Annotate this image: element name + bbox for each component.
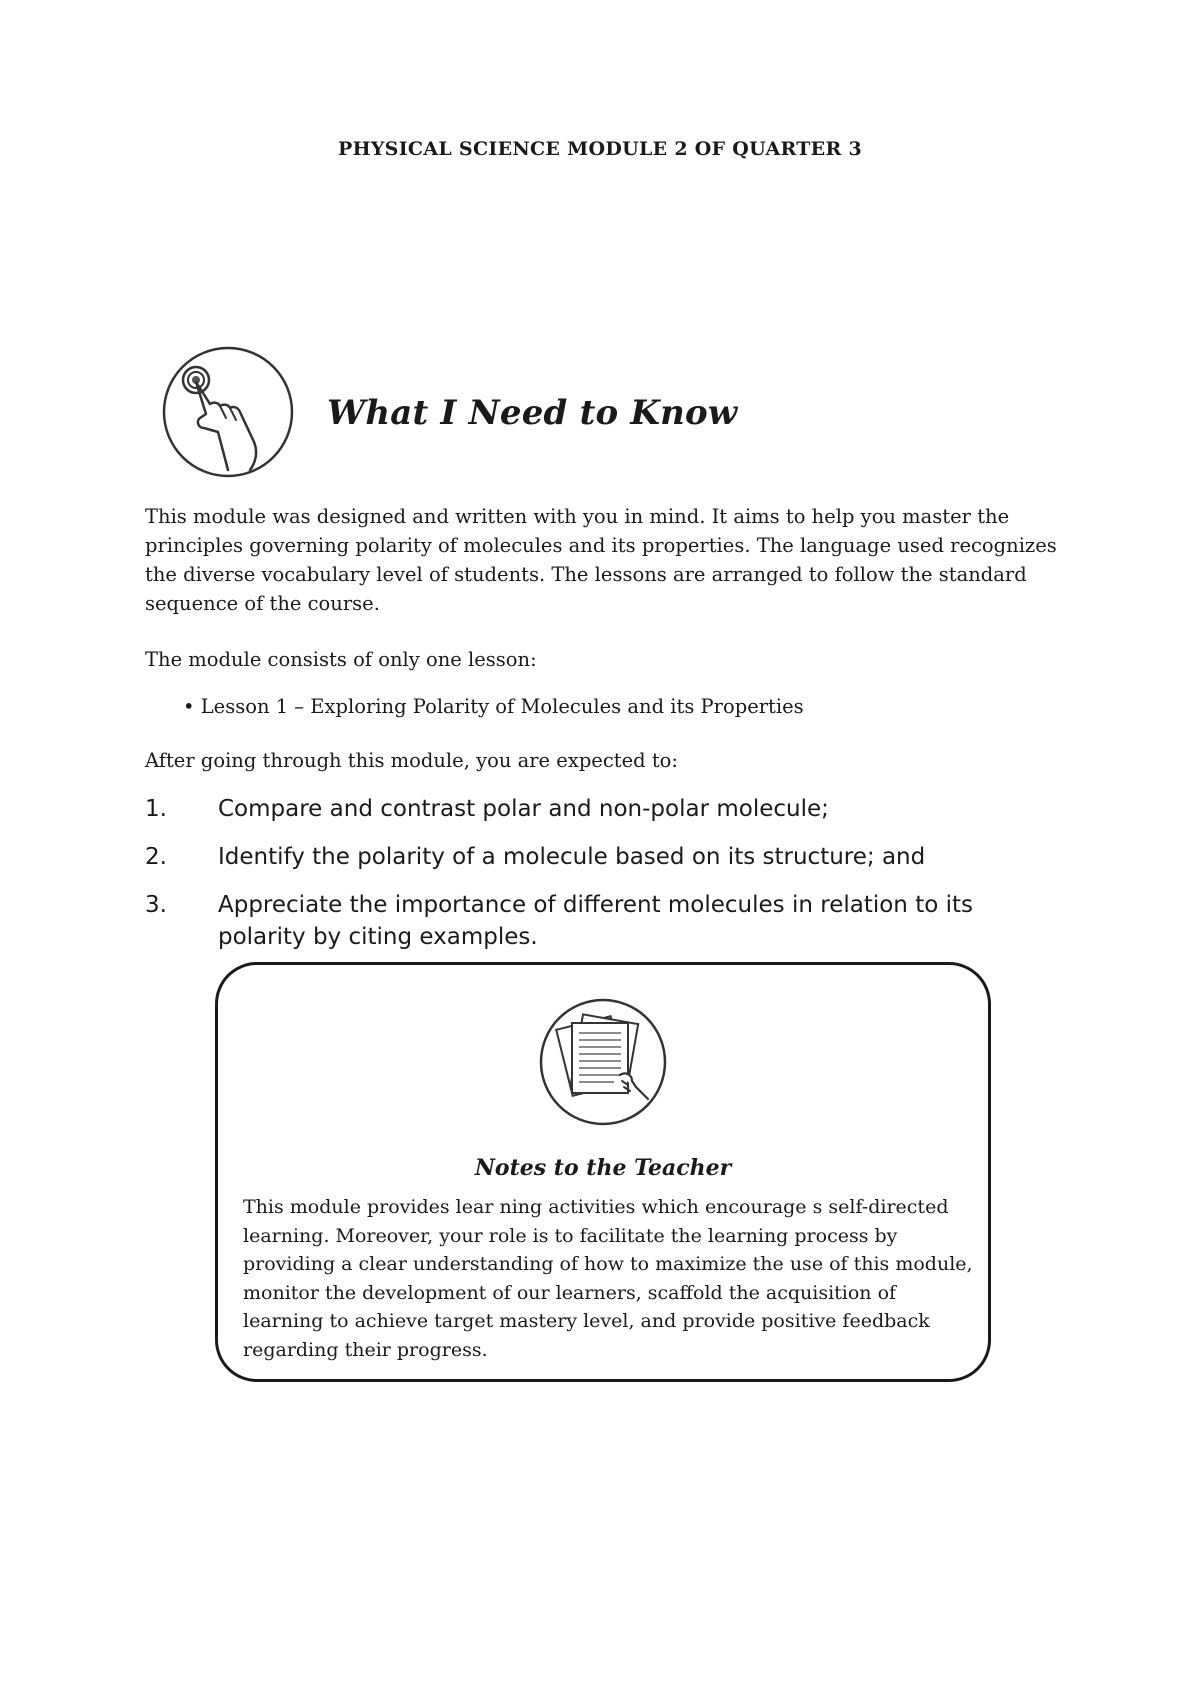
- list-item-number: 3.: [145, 892, 167, 918]
- papers-in-hand-icon: [536, 995, 670, 1129]
- notes-title: Notes to the Teacher: [474, 1155, 732, 1181]
- objectives-intro: After going through this module, you are expected to:: [145, 749, 678, 772]
- list-item-number: 1.: [145, 796, 167, 822]
- notes-body: This module provides lear ning activities which encourage s self-directed learning. Moreover, your role is to facilitate the learning process by providing a clear understanding of how to maximize the use of this module, monitor the development of our learners, scaffold the acquisition of learning to achieve target mastery level, and provide positive feedback regarding their progress.: [243, 1196, 973, 1361]
- list-item: [145, 841, 1025, 873]
- list-item-text: Identify the polarity of a molecule based on its structure; and: [218, 844, 926, 870]
- list-item-text: Compare and contrast polar and non-polar molecule;: [218, 796, 829, 822]
- list-item: [145, 889, 1025, 953]
- teacher-notes-box: [215, 962, 991, 1382]
- list-item: [145, 793, 1025, 825]
- list-item-number: 2.: [145, 844, 167, 870]
- lesson-item: • Lesson 1 – Exploring Polarity of Molecules and its Properties: [183, 695, 804, 718]
- page-header: PHYSICAL SCIENCE MODULE 2 OF QUARTER 3: [337, 138, 862, 160]
- intro-paragraph: This module was designed and written with you in mind. It aims to help you master the principles governing polarity of molecules and its properties. The language used recognizes the diverse vocabulary level of students. The lessons are arranged to follow the standard sequence of the course.: [145, 505, 1057, 615]
- lessons-intro: The module consists of only one lesson:: [145, 648, 537, 671]
- list-item-text: Appreciate the importance of different molecules in relation to its polarity by citing examples.: [218, 892, 973, 950]
- objectives-list: [145, 793, 1025, 969]
- tap-finger-icon: [158, 342, 298, 482]
- section-title: What I Need to Know: [327, 393, 738, 433]
